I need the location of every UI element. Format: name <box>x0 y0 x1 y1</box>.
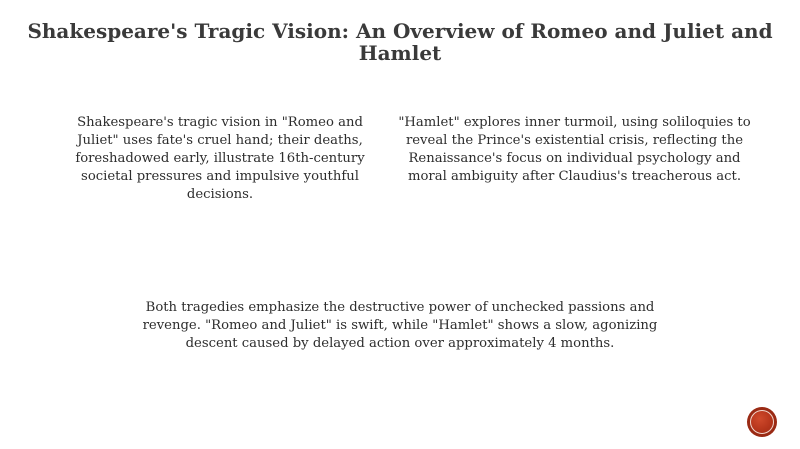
next-slide-circle-icon <box>750 410 774 434</box>
summary-text: Both tragedies emphasize the destructive power of unchecked passions and revenge. "Romeo and Juliet" is swift, while "Hamlet" shows a slow, agonizing descent caused by delayed action over approximately 4 months. <box>142 300 658 351</box>
romeo-juliet-text: Shakespeare's tragic vision in "Romeo and Juliet" uses fate's cruel hand; their deaths, foreshadowed early, illustrate 16th-century societal pressures and impulsive youthful decisions. <box>75 115 365 202</box>
slide-title: Shakespeare's Tragic Vision: An Overview of Romeo and Juliet and Hamlet <box>27 19 773 65</box>
next-slide-button[interactable] <box>747 407 777 437</box>
hamlet-text: "Hamlet" explores inner turmoil, using soliloquies to reveal the Prince's existential crisis, reflecting the Renaissance's focus on individual psychology and moral ambiguity after Claudius's treacherous act. <box>398 115 751 184</box>
